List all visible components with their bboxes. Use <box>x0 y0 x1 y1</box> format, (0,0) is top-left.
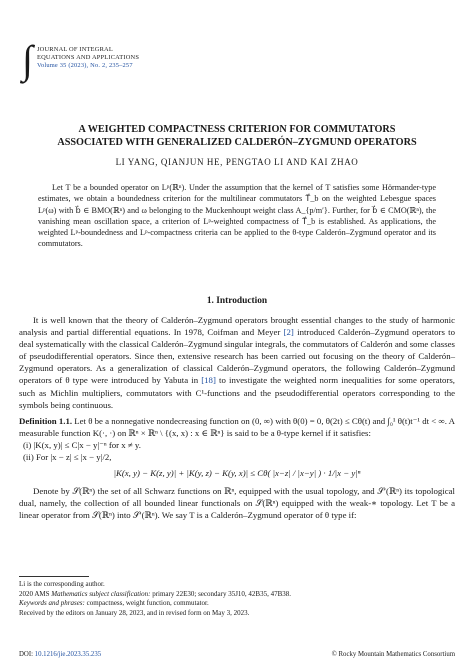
doi <box>19 651 101 658</box>
journal-header <box>22 37 140 82</box>
footnote-corresponding: Li is the corresponding author. <box>19 580 105 588</box>
definition-item-ii: (ii) For |x − z| ≤ |x − y|/2, <box>23 452 112 463</box>
kernel-equation: |K(x, y) − K(z, y)| + |K(y, z) − K(y, x)| ≤ Cθ( |x−z| / |x−y| ) · 1/|x − y|ⁿ <box>113 468 361 479</box>
intro-paragraph <box>19 314 455 411</box>
after-definition-paragraph: Denote by 𝒮(ℝⁿ) the set of all Schwarz functions on ℝⁿ, equipped with the usual topology, and 𝒮′(ℝⁿ) its topological dual, namely, the collection of all bounded linear functionals on 𝒮(ℝⁿ) equipped with the weak-∗ topology. Let T be a linear operator from 𝒮(ℝⁿ) into 𝒮′(ℝⁿ). We say T is a Calderón–Zygmund operator of θ type if: <box>19 486 455 521</box>
authors: LI YANG, QIANJUN HE, PENGTAO LI AND KAI ZHAO <box>115 157 359 167</box>
footnote-msc <box>19 590 455 600</box>
journal-name-line2: EQUATIONS AND APPLICATIONS <box>36 54 140 62</box>
definition-text: Let θ be a nonnegative nondecreasing function on (0, ∞) with θ(0) = 0, θ(2t) ≤ Cθ(t) and ∫₀¹ θ(t)t⁻¹ dt < ∞. A measurable function K(·, ·) on ℝⁿ × ℝⁿ \ {(x, x) : x ∈ ℝⁿ} is said to be a θ-type kernel if it satisfies: <box>19 415 455 438</box>
page-footer <box>19 651 455 658</box>
title-line2: ASSOCIATED WITH GENERALIZED CALDERÓN–ZYGMUND OPERATORS <box>57 137 417 148</box>
paper-title <box>0 123 474 149</box>
keywords-label: Keywords and phrases: <box>19 599 85 608</box>
footnote-rule <box>19 576 89 577</box>
definition-1-1 <box>19 415 455 439</box>
citation-link-2[interactable]: [2] <box>283 327 294 338</box>
journal-logo: ∫ <box>22 37 33 82</box>
doi-link[interactable]: 10.1216/jie.2023.35.235 <box>34 651 102 658</box>
intro-text-2: introduced Calderón–Zygmund operators to deal systematically with the classical Calderón–Zygmund singular integrals, the commutators of Calderón and some classes of pseudodifferential operators. Since then, extensive research has been carried out focusing on the theory of Calderón–Zygmund operators. As a generalization of classical Calderón–Zygmund operators, the following Calderón–Zygmund operators of θ type were introduced by Yabuta in <box>19 327 455 386</box>
intro-text-1: It is well known that the theory of Calderón–Zygmund operators brought essential changes to the study of harmonic analysis and partial differential equations. In 1978, Coifman and Meyer <box>19 315 455 338</box>
title-line1: A WEIGHTED COMPACTNESS CRITERION FOR COMMUTATORS <box>78 124 396 135</box>
journal-name-line1: JOURNAL OF INTEGRAL <box>36 46 113 53</box>
definition-label: Definition 1.1. <box>19 415 73 426</box>
section-title: Introduction <box>216 296 268 306</box>
section-heading <box>0 296 474 306</box>
msc-lead: 2020 AMS <box>19 589 52 598</box>
footnote-keywords <box>19 599 455 609</box>
footnote-received: Received by the editors on January 28, 2023, and in revised form on May 3, 2023. <box>19 609 250 618</box>
footnotes <box>19 580 455 619</box>
abstract-text: Let T be a bounded operator on Lᵖ(ℝⁿ). Under the assumption that the kernel of T satisfies some Hörmander-type estimates, we obtain a boundedness criterion for the multilinear commutators T⃗_b on the weighted Lebesgue spaces Lᵖ(ω) with b⃗ ∈ BMO(ℝⁿ) and ω belonging to the Muckenhoupt weight class A_{p/m′}. Further, for b⃗ ∈ CMO(ℝⁿ), the vanishing mean oscillation space, a criterion of Lᵖ-weighted compactness of T⃗_b is established. As applications, the weighted Lᵖ-boundedness and Lᵖ-compactness criteria can be applied to the θ-type Calderón–Zygmund operator and its commutators. <box>38 183 436 249</box>
body-text <box>19 314 455 522</box>
citation-link-18[interactable]: [18] <box>201 375 216 386</box>
msc-text: primary 22E30; secondary 35J10, 42B35, 47B38. <box>150 589 292 598</box>
abstract <box>38 182 436 250</box>
intro-text-3: to investigate the weighted norm inequalities for some operators, such as Michlin multipliers, commutators with C¹-functions and the pseudodifferential operators corresponding to the symbols being continuous. <box>19 375 455 410</box>
journal-volume-link[interactable]: Volume 35 (2023), No. 2, 235–257 <box>36 62 133 70</box>
definition-item-i: (i) |K(x, y)| ≤ C|x − y|⁻ⁿ for x ≠ y. <box>23 439 141 450</box>
keywords-text: compactness, weight function, commutator. <box>84 599 209 608</box>
section-number: 1. <box>206 296 214 306</box>
msc-label: Mathematics subject classification: <box>51 589 151 598</box>
copyright: © Rocky Mountain Mathematics Consortium <box>331 651 455 658</box>
doi-label: DOI: <box>19 651 35 658</box>
